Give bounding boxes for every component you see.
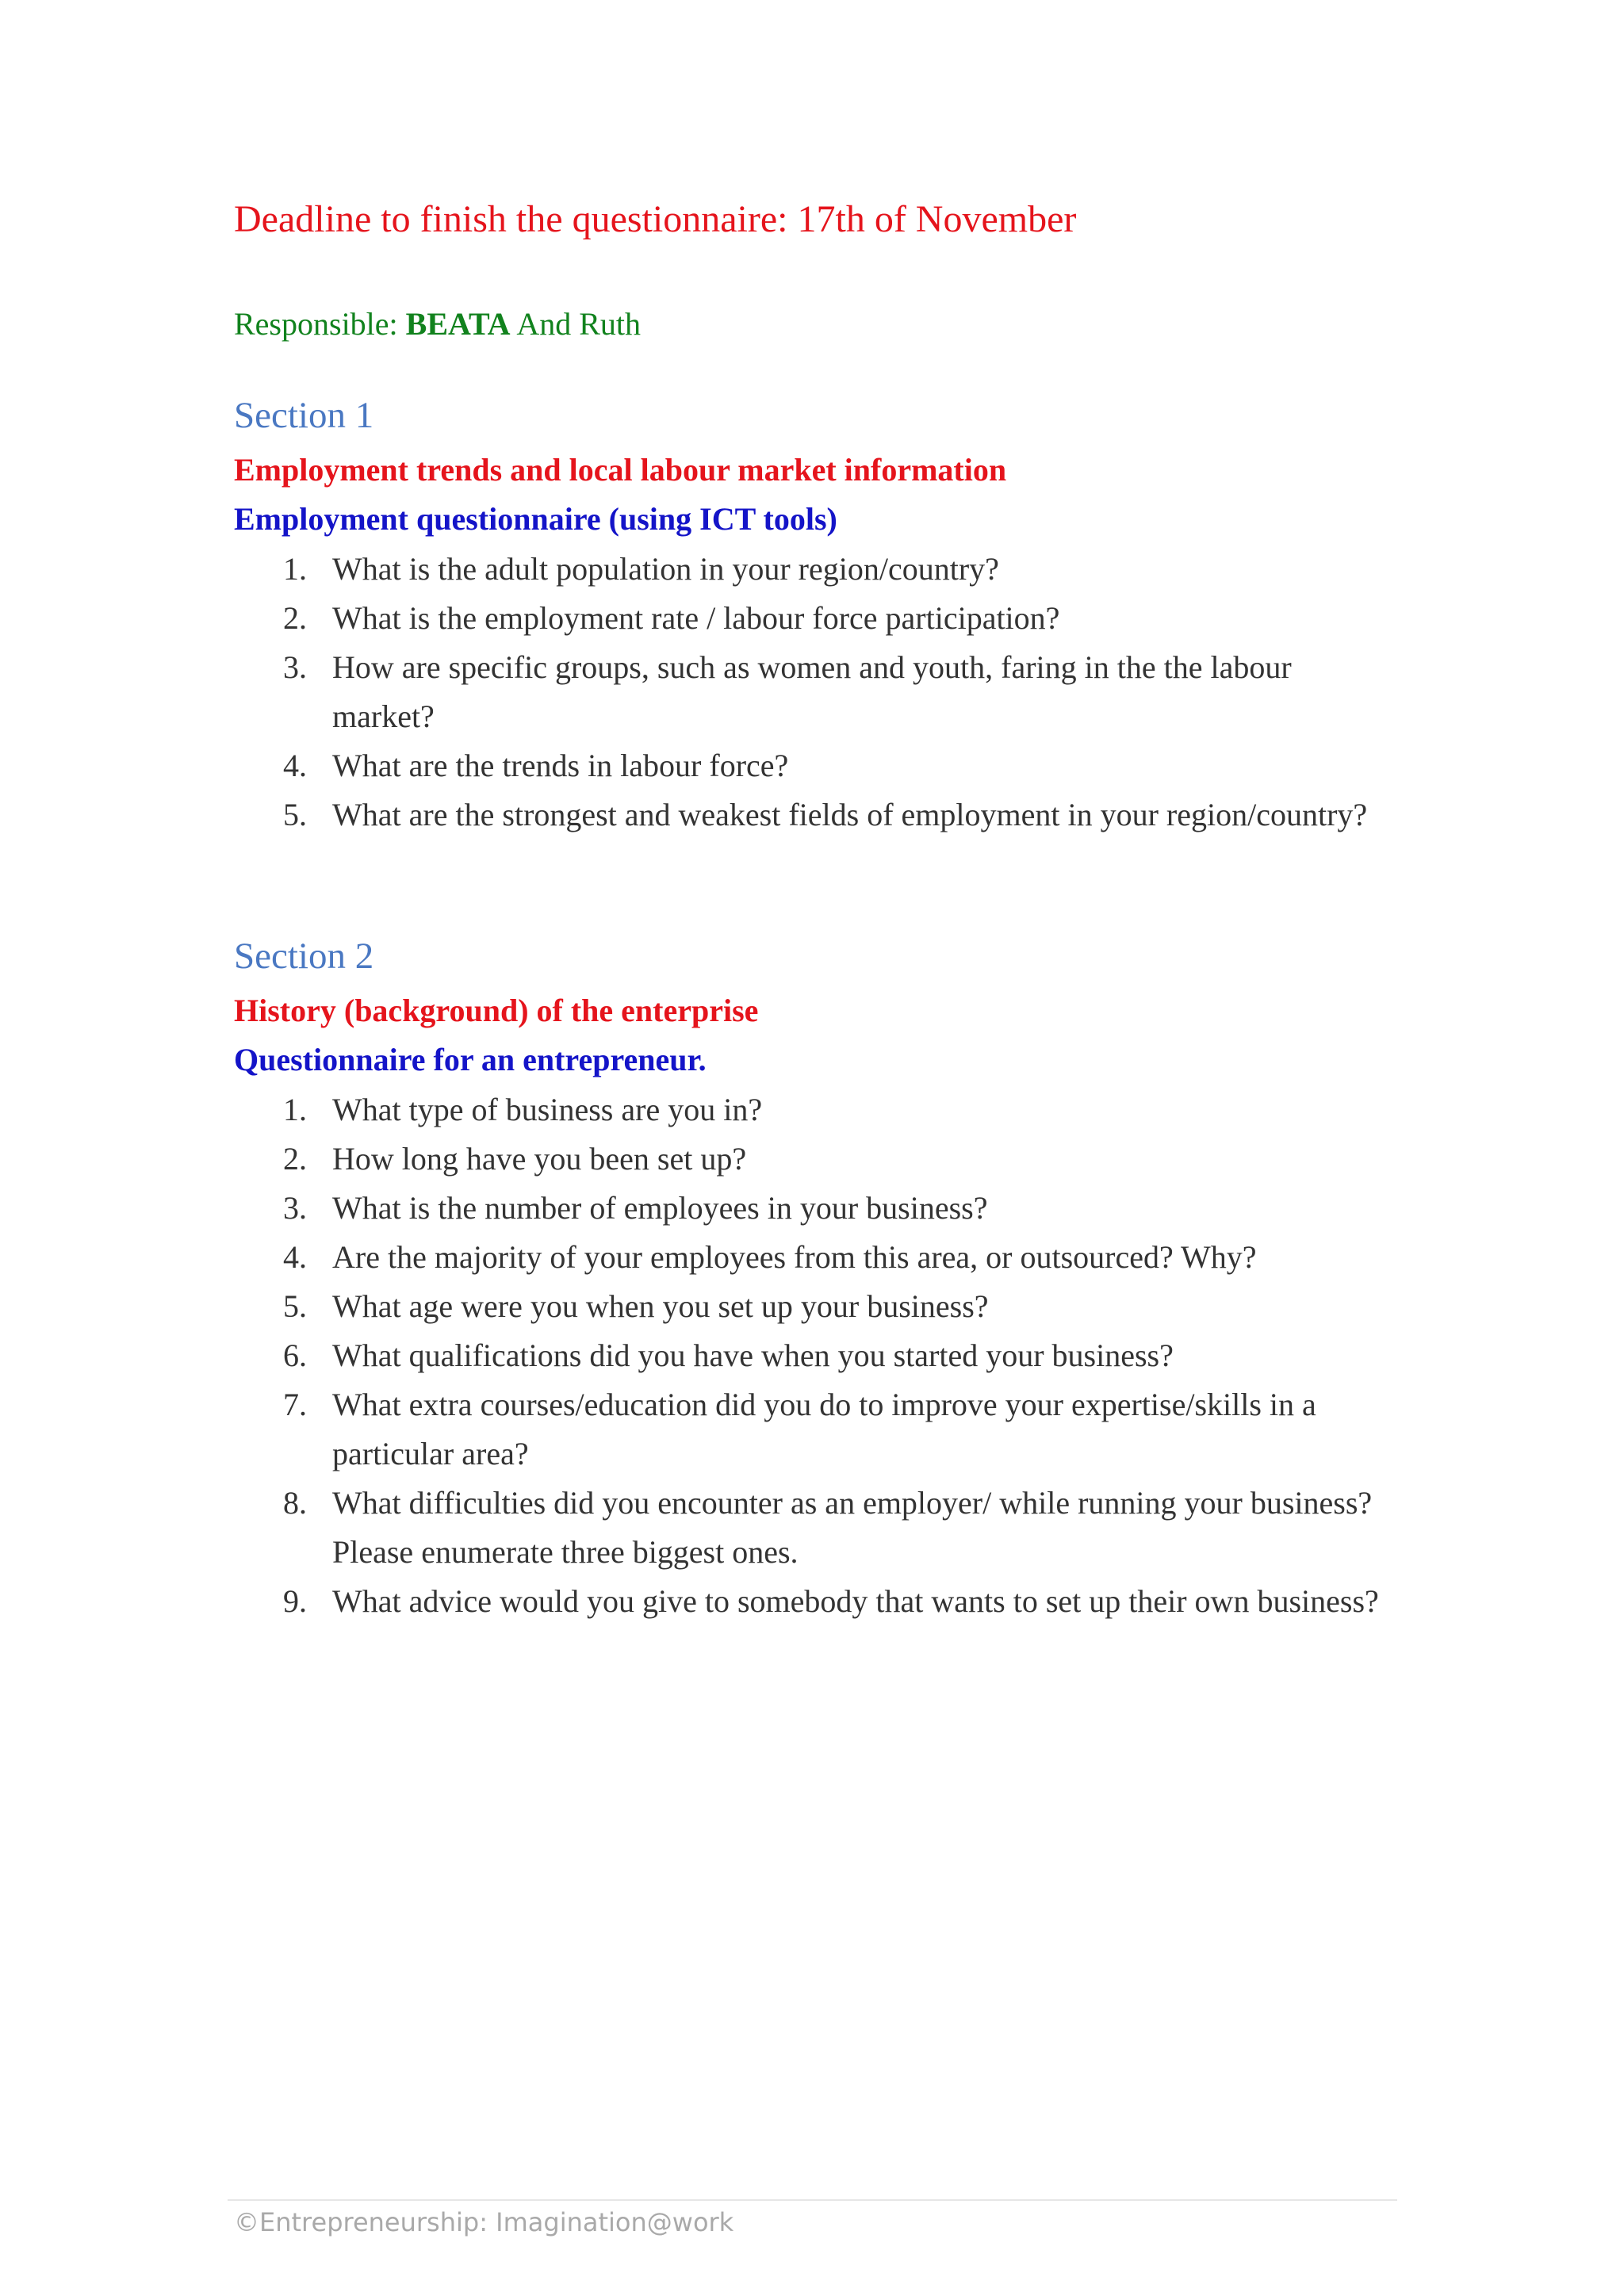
question-text: Are the majority of your employees from this area, or outsourced? Why? — [332, 1239, 1257, 1275]
section-2-question-list — [234, 1085, 1392, 1626]
question-text: What advice would you give to somebody that wants to set up their own business? — [332, 1583, 1379, 1619]
section-1-heading: Section 1 — [234, 395, 374, 436]
question-text: What extra courses/education did you do to improve your expertise/skills in a particular area? — [332, 1387, 1316, 1471]
question-text: What difficulties did you encounter as an employer/ while running your business? Please enumerate three biggest ones. — [332, 1485, 1373, 1570]
list-item: 3. What is the number of employees in your business? — [283, 1190, 988, 1226]
list-item: 3. How are specific groups, such as women and youth, faring in the the labour market? — [283, 649, 1292, 734]
list-item: 5. What age were you when you set up your business? — [283, 1288, 989, 1324]
list-item: 1. What is the adult population in your region/country? — [283, 551, 999, 587]
section-2-topic: History (background) of the enterprise — [234, 993, 759, 1028]
list-item: 5. What are the strongest and weakest fields of employment in your region/country? — [283, 797, 1368, 832]
question-text: What is the adult population in your region/country? — [332, 551, 999, 587]
list-item: 6. What qualifications did you have when you started your business? — [283, 1337, 1174, 1373]
list-item: 8. What difficulties did you encounter as an employer/ while running your business? Please enumerate three biggest ones. — [283, 1485, 1373, 1570]
list-item: 2. What is the employment rate / labour force participation? — [283, 600, 1060, 636]
question-text: What qualifications did you have when you started your business? — [332, 1337, 1174, 1373]
question-text: What is the employment rate / labour force participation? — [332, 600, 1060, 636]
section-1-questionnaire-title: Employment questionnaire (using ICT tools) — [234, 501, 837, 537]
question-text: What type of business are you in? — [332, 1092, 763, 1127]
responsible-rest: And Ruth — [510, 306, 642, 342]
question-text: What are the trends in labour force? — [332, 748, 789, 783]
page-footer: ©Entrepreneurship: Imagination@work — [234, 2207, 734, 2237]
section-2-questionnaire-title: Questionnaire for an entrepreneur. — [234, 1042, 707, 1077]
footer-divider — [228, 2199, 1397, 2201]
list-item: 4. Are the majority of your employees from this area, or outsourced? Why? — [283, 1239, 1257, 1275]
list-item: 2. How long have you been set up? — [283, 1141, 747, 1177]
question-text: What are the strongest and weakest fields of employment in your region/country? — [332, 797, 1368, 832]
section-1-topic: Employment trends and local labour market information — [234, 452, 1007, 488]
responsible-line — [234, 305, 641, 343]
section-2-heading: Section 2 — [234, 936, 374, 977]
list-item: 1. What type of business are you in? — [283, 1092, 763, 1127]
responsible-label: Responsible: — [234, 306, 406, 342]
question-text: How long have you been set up? — [332, 1141, 747, 1177]
list-item: 4. What are the trends in labour force? — [283, 748, 789, 783]
responsible-name: BEATA — [405, 306, 511, 342]
list-item: 7. What extra courses/education did you do to improve your expertise/skills in a particular area? — [283, 1387, 1316, 1471]
question-text: What is the number of employees in your business? — [332, 1190, 988, 1226]
deadline-line: Deadline to finish the questionnaire: 17th of November — [234, 198, 1077, 240]
section-1-question-list — [234, 545, 1392, 840]
list-item: 9. What advice would you give to somebody that wants to set up their own business? — [283, 1583, 1379, 1619]
question-text: How are specific groups, such as women and youth, faring in the the labour market? — [332, 649, 1292, 734]
question-text: What age were you when you set up your business? — [332, 1288, 989, 1324]
